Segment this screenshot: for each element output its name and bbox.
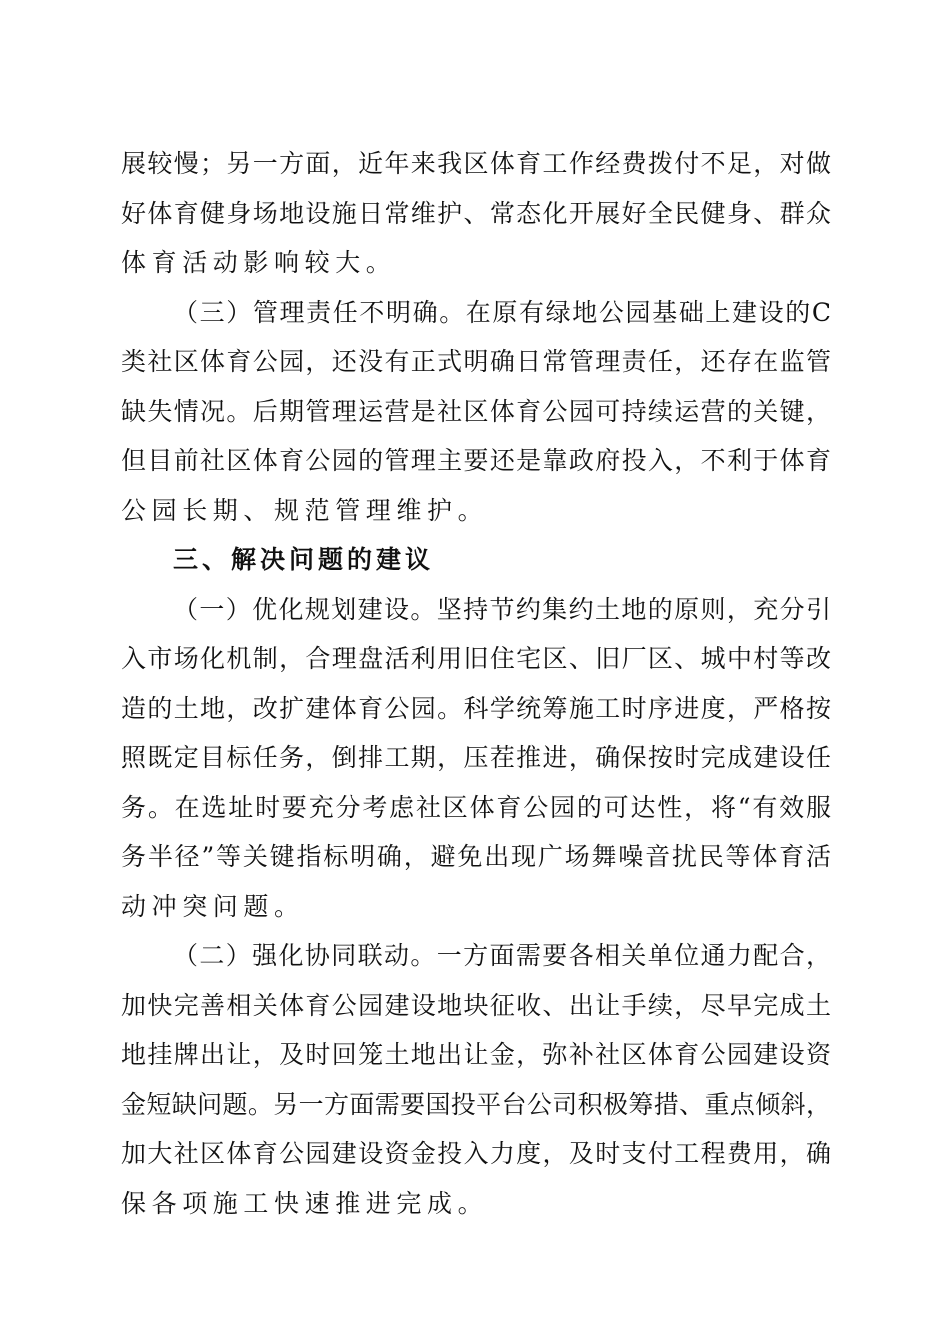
text-line: 好体育健身场地设施日常维护、常态化开展好全民健身、群众 bbox=[121, 199, 831, 228]
text-line: 务半径”等关键指标明确，避免出现广场舞噪音扰民等体育活 bbox=[121, 842, 831, 871]
text-line: 缺失情况。后期管理运营是社区体育公园可持续运营的关键， bbox=[121, 397, 831, 426]
text-line: 入市场化机制，合理盘活利用旧住宅区、旧厂区、城中村等改 bbox=[121, 644, 831, 673]
text-line: 类社区体育公园，还没有正式明确日常管理责任，还存在监管 bbox=[121, 347, 831, 376]
text-line: 地挂牌出让，及时回笼土地出让金，弥补社区体育公园建设资 bbox=[121, 1040, 831, 1069]
text-line: （一）优化规划建设。坚持节约集约土地的原则，充分引 bbox=[173, 595, 831, 624]
text-line: 保各项施工快速推进完成。 bbox=[121, 1189, 489, 1218]
text-line: （二）强化协同联动。一方面需要各相关单位通力配合， bbox=[173, 941, 831, 970]
text-line: 动冲突问题。 bbox=[121, 892, 305, 921]
text-line: 造的土地，改扩建体育公园。科学统筹施工时序进度，严格按 bbox=[121, 694, 831, 723]
text-line: 务。在选址时要充分考虑社区体育公园的可达性，将“有效服 bbox=[121, 793, 831, 822]
text-line: 照既定目标任务，倒排工期，压茬推进，确保按时完成建设任 bbox=[121, 743, 831, 772]
text-line: 展较慢；另一方面，近年来我区体育工作经费拨付不足，对做 bbox=[121, 149, 831, 178]
text-line: 金短缺问题。另一方面需要国投平台公司积极筹措、重点倾斜， bbox=[121, 1090, 831, 1119]
text-line: 但目前社区体育公园的管理主要还是靠政府投入，不利于体育 bbox=[121, 446, 831, 475]
text-line: 加大社区体育公园建设资金投入力度，及时支付工程费用，确 bbox=[121, 1139, 831, 1168]
text-line: 公园长期、规范管理维护。 bbox=[121, 496, 489, 525]
text-line: （三）管理责任不明确。在原有绿地公园基础上建设的C bbox=[173, 298, 831, 327]
text-line: 体育活动影响较大。 bbox=[121, 248, 397, 277]
text-line: 加快完善相关体育公园建设地块征收、出让手续，尽早完成土 bbox=[121, 991, 831, 1020]
section-heading: 三、解决问题的建议 bbox=[173, 545, 435, 574]
